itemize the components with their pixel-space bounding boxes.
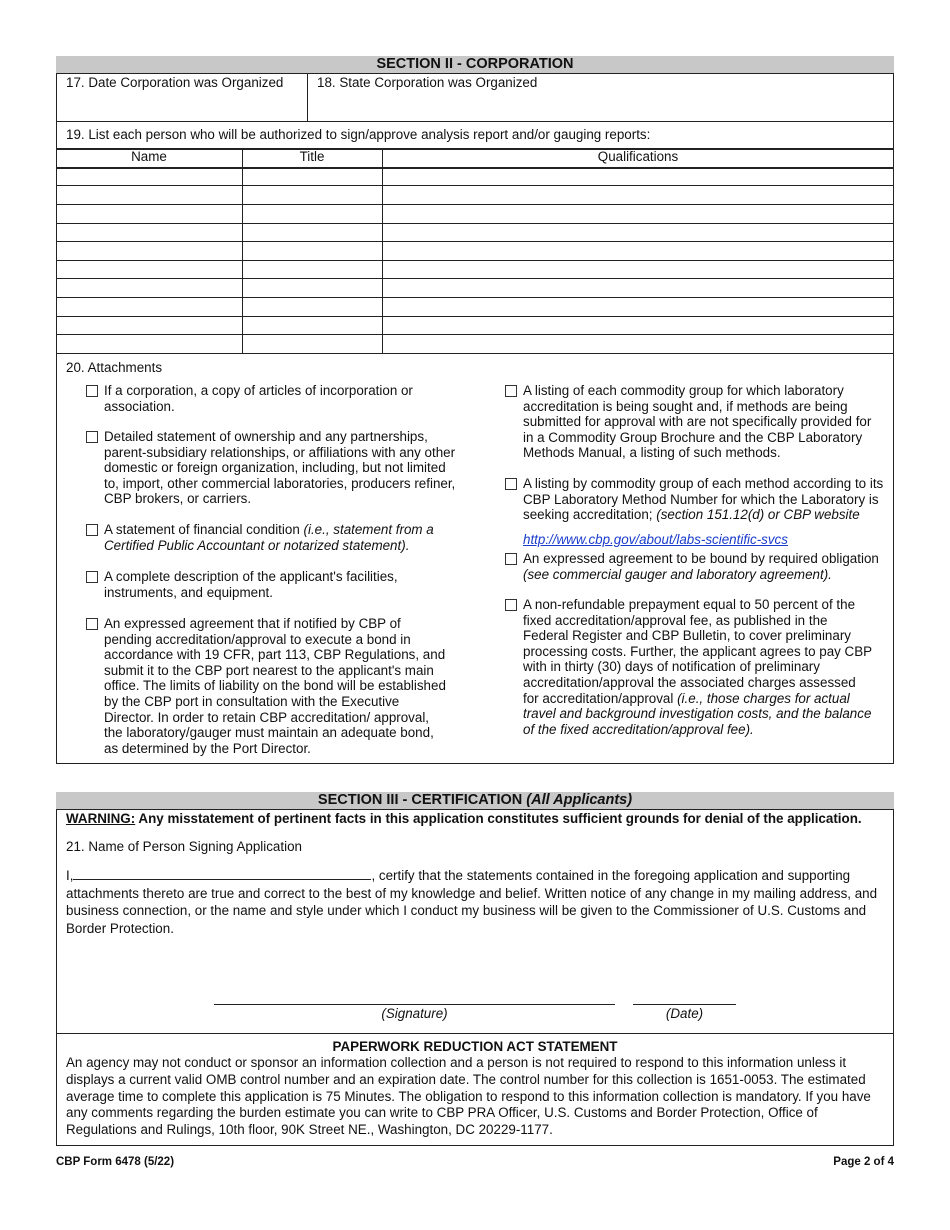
table-header-title: Title (299, 149, 325, 164)
signature-line[interactable] (214, 1004, 615, 1005)
attachment-prepayment-checkbox[interactable] (505, 599, 517, 611)
attachment-ownership-checkbox[interactable] (86, 431, 98, 443)
paperwork-title: PAPERWORK REDUCTION ACT STATEMENT (332, 1039, 618, 1054)
date-label: (Date) (665, 1006, 704, 1021)
cbp-website-link[interactable]: http://www.cbp.gov/about/labs-scientific-svcs (523, 532, 788, 547)
attachments-label: 20. Attachments (66, 360, 163, 375)
attachment-financial-checkbox[interactable] (86, 524, 98, 536)
section-2-header: SECTION II - CORPORATION (56, 56, 894, 73)
section-3-header: SECTION III - CERTIFICATION (All Applicants) (56, 792, 894, 809)
attachment-obligation-checkbox[interactable] (505, 553, 517, 565)
table-header-qualifications: Qualifications (597, 149, 679, 164)
page-number: Page 2 of 4 (833, 1156, 894, 1168)
form-id: CBP Form 6478 (5/22) (56, 1156, 175, 1168)
signature-label: (Signature) (381, 1006, 448, 1021)
warning-text: WARNING: Any misstatement of pertinent facts in this application constitutes sufficient grounds for denial of the application. (66, 811, 862, 826)
signer-name-input[interactable] (73, 866, 371, 880)
attachment-articles-checkbox[interactable] (86, 385, 98, 397)
attachment-commodity-group-checkbox[interactable] (505, 385, 517, 397)
field-18-label: 18. State Corporation was Organized (317, 75, 538, 90)
attachment-method-listing-checkbox[interactable] (505, 478, 517, 490)
certification-statement: I, , certify that the statements contained in the foregoing application and supporting attachments thereto are true and correct to the best of my knowledge and belief. Written notice of any change in my mailing address, and business connection, or the name and style under which I conduct my business will be given to the Commissioner of U.S. Customs and Border Protection. (66, 868, 878, 936)
signer-table-body[interactable] (57, 168, 893, 353)
table-header-name: Name (131, 149, 167, 164)
field-19-label: 19. List each person who will be authorized to sign/approve analysis report and/or gauging reports: (66, 127, 651, 142)
field-21-label: 21. Name of Person Signing Application (66, 839, 302, 854)
field-17-label: 17. Date Corporation was Organized (66, 75, 284, 90)
field-17-input[interactable] (60, 93, 304, 119)
field-18-input[interactable] (312, 93, 890, 119)
date-line[interactable] (633, 1004, 736, 1005)
attachment-bond-checkbox[interactable] (86, 618, 98, 630)
paperwork-text: An agency may not conduct or sponsor an information collection and a person is not required to respond to this information unless it displays a current valid OMB control number and an expiration date. The control number for this collection is 1651-0053. The estimated average time to complete this application is 75 Minutes. The obligation to respond to this information collection is mandatory. If you have any comments regarding the burden estimate you can write to CBP PRA Officer, U.S. Customs and Border Protection, Office of Regulations and Rulings, 10th floor, 90K Street NE., Washington, DC 20229-1177. (66, 1055, 871, 1138)
attachment-facilities-checkbox[interactable] (86, 571, 98, 583)
